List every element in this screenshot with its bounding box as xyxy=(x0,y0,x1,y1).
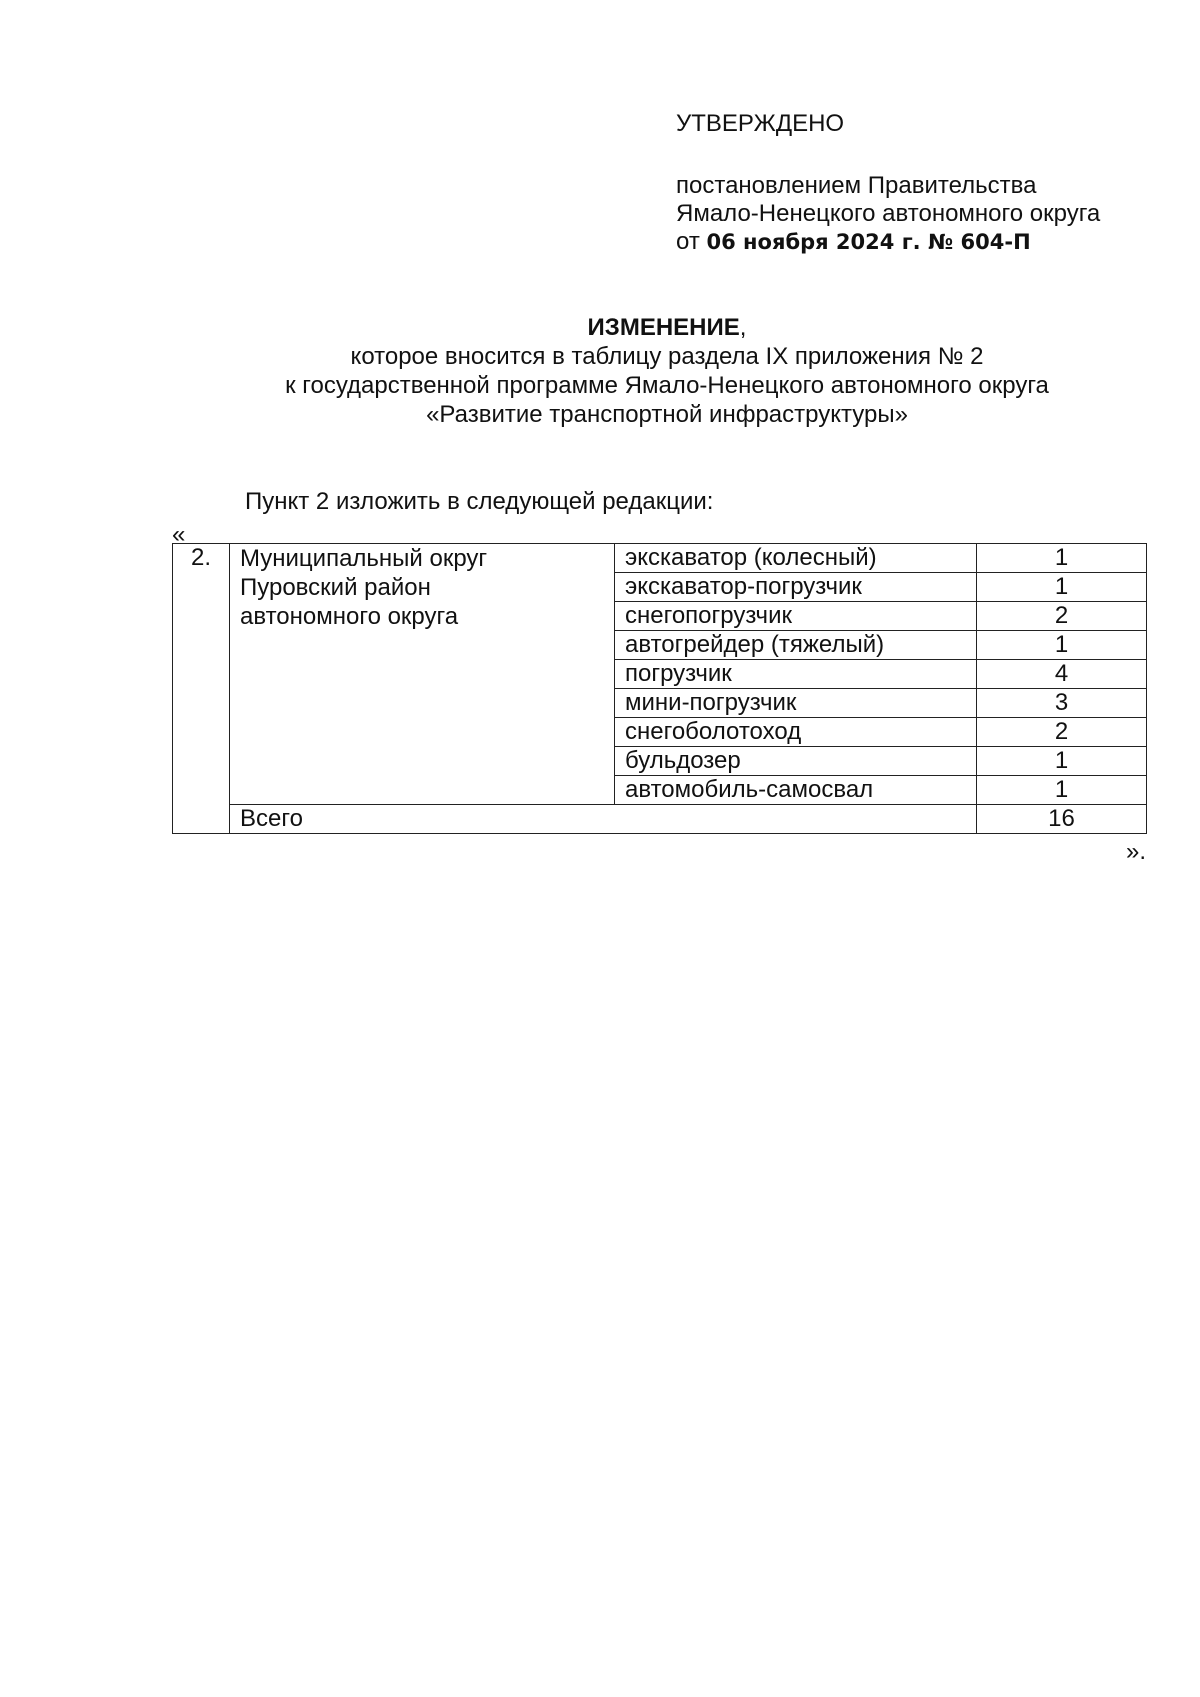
heading-line-2: к государственной программе Ямало-Ненецкого автономного округа xyxy=(285,372,1049,399)
approval-stamp xyxy=(676,110,1100,256)
item-name: снегоболотоход xyxy=(615,718,977,747)
table-row xyxy=(173,544,1147,573)
document-title: ИЗМЕНЕНИЕ xyxy=(587,314,740,341)
item-name: автомобиль-самосвал xyxy=(615,776,977,805)
document-heading xyxy=(0,313,1200,429)
region-cell xyxy=(230,544,615,805)
total-label: Всего xyxy=(230,805,977,834)
heading-line-3: «Развитие транспортной инфраструктуры» xyxy=(426,401,908,428)
item-name: бульдозер xyxy=(615,747,977,776)
item-name: автогрейдер (тяжелый) xyxy=(615,631,977,660)
item-qty: 1 xyxy=(977,631,1147,660)
date-number: 06 ноября 2024 г. № 604-П xyxy=(706,230,1031,254)
item-name: мини-погрузчик xyxy=(615,689,977,718)
opening-quote: « xyxy=(172,521,186,548)
item-qty: 2 xyxy=(977,602,1147,631)
closing-quote: ». xyxy=(1126,838,1147,865)
item-name: погрузчик xyxy=(615,660,977,689)
item-qty: 4 xyxy=(977,660,1147,689)
row-number: 2. xyxy=(173,544,230,834)
approval-line-2: Ямало-Ненецкого автономного округа xyxy=(676,200,1101,227)
heading-line-1: которое вносится в таблицу раздела IX приложения № 2 xyxy=(350,343,984,370)
item-qty: 2 xyxy=(977,718,1147,747)
item-qty: 1 xyxy=(977,573,1147,602)
intro-text: Пункт 2 изложить в следующей редакции: xyxy=(245,488,714,515)
date-prefix: от xyxy=(676,228,700,255)
region-line-3: автономного округа xyxy=(240,603,459,630)
item-name: снегопогрузчик xyxy=(615,602,977,631)
item-qty: 3 xyxy=(977,689,1147,718)
item-qty: 1 xyxy=(977,776,1147,805)
approval-line-1: постановлением Правительства xyxy=(676,172,1037,199)
equipment-table xyxy=(172,543,1147,834)
region-line-1: Муниципальный округ xyxy=(240,545,488,572)
approval-date-line xyxy=(676,228,1100,256)
item-qty: 1 xyxy=(977,747,1147,776)
region-line-2: Пуровский район xyxy=(240,574,431,601)
total-value: 16 xyxy=(977,805,1147,834)
item-name: экскаватор-погрузчик xyxy=(615,573,977,602)
total-row xyxy=(173,805,1147,834)
document-title-comma: , xyxy=(739,314,747,341)
approval-title: УТВЕРЖДЕНО xyxy=(676,110,845,137)
item-qty: 1 xyxy=(977,544,1147,573)
item-name: экскаватор (колесный) xyxy=(615,544,977,573)
